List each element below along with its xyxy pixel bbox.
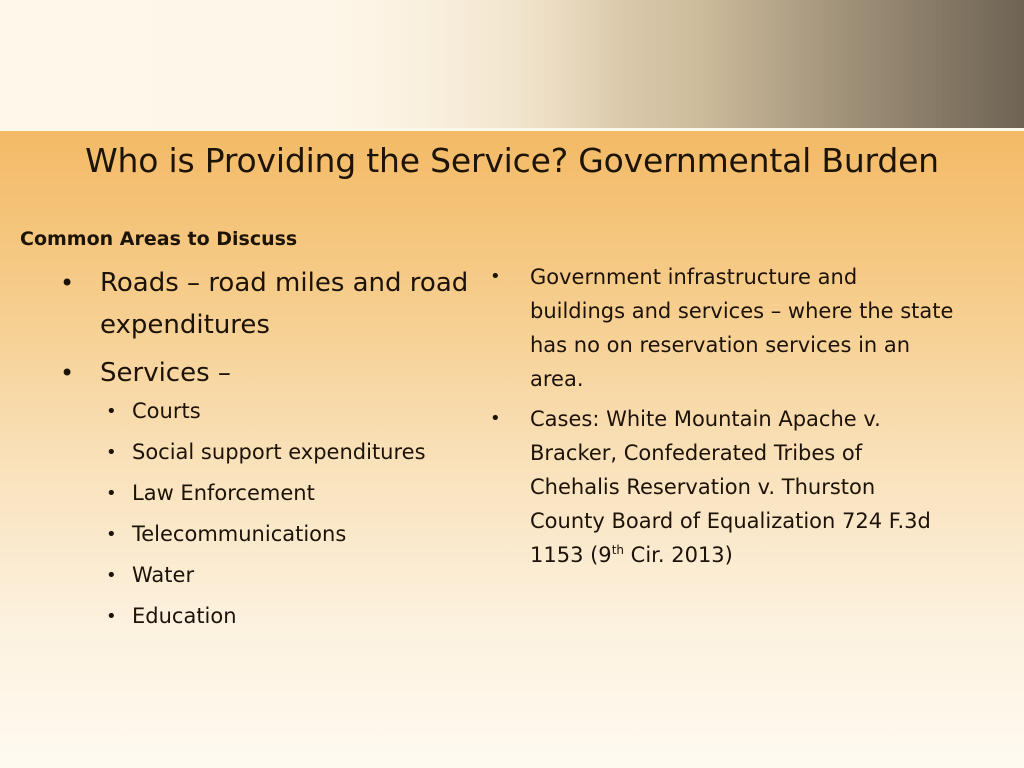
bullet-icon: • bbox=[106, 401, 117, 422]
list-item-text: Roads – road miles and road expenditures bbox=[100, 268, 469, 340]
sub-list-item bbox=[98, 439, 474, 466]
list-item-cases bbox=[486, 402, 956, 572]
right-bullet-list bbox=[486, 260, 956, 572]
list-item-services bbox=[54, 352, 474, 630]
services-sub-list bbox=[98, 398, 474, 630]
sub-list-item-text: Law Enforcement bbox=[132, 481, 315, 505]
sub-list-item-text: Water bbox=[132, 563, 195, 587]
list-item-text: Cases: White Mountain Apache v. Bracker, Confederated Tribes of Chehalis Reservation v. Thurston County Board of Equalization 724 F.3d 1153 (9 bbox=[530, 407, 931, 567]
bullet-icon: • bbox=[106, 483, 117, 504]
list-item-roads bbox=[54, 262, 474, 346]
sub-list-item bbox=[98, 398, 474, 425]
sub-list-item bbox=[98, 521, 474, 548]
header-banner-image bbox=[0, 0, 1024, 128]
sub-list-item-text: Telecommunications bbox=[132, 522, 347, 546]
right-column bbox=[486, 260, 956, 578]
slide-title: Who is Providing the Service? Governmental Burden bbox=[85, 141, 939, 180]
list-item-text: Government infrastructure and buildings and services – where the state has no on reservation services in an area. bbox=[530, 265, 954, 391]
list-item-infrastructure bbox=[486, 260, 956, 396]
bullet-icon: • bbox=[60, 359, 75, 387]
sub-list-item bbox=[98, 562, 474, 589]
list-item-text: Services – bbox=[100, 358, 231, 388]
bullet-icon: • bbox=[60, 269, 75, 297]
bullet-icon: • bbox=[106, 524, 117, 545]
left-bullet-list bbox=[54, 262, 474, 630]
bullet-icon: • bbox=[106, 606, 117, 627]
bullet-icon: • bbox=[490, 408, 501, 429]
bullet-icon: • bbox=[106, 442, 117, 463]
sub-list-item bbox=[98, 480, 474, 507]
bullet-icon: • bbox=[490, 266, 501, 287]
superscript-th: th bbox=[611, 543, 624, 557]
sub-list-item-text: Education bbox=[132, 604, 237, 628]
list-item-text-end: Cir. 2013) bbox=[624, 543, 733, 567]
banner-fade bbox=[0, 0, 1024, 128]
left-column bbox=[54, 262, 474, 644]
section-subhead: Common Areas to Discuss bbox=[20, 228, 298, 250]
bullet-icon: • bbox=[106, 565, 117, 586]
banner-divider bbox=[0, 128, 1024, 131]
sub-list-item-text: Social support expenditures bbox=[132, 440, 426, 464]
sub-list-item-text: Courts bbox=[132, 399, 201, 423]
sub-list-item bbox=[98, 603, 474, 630]
